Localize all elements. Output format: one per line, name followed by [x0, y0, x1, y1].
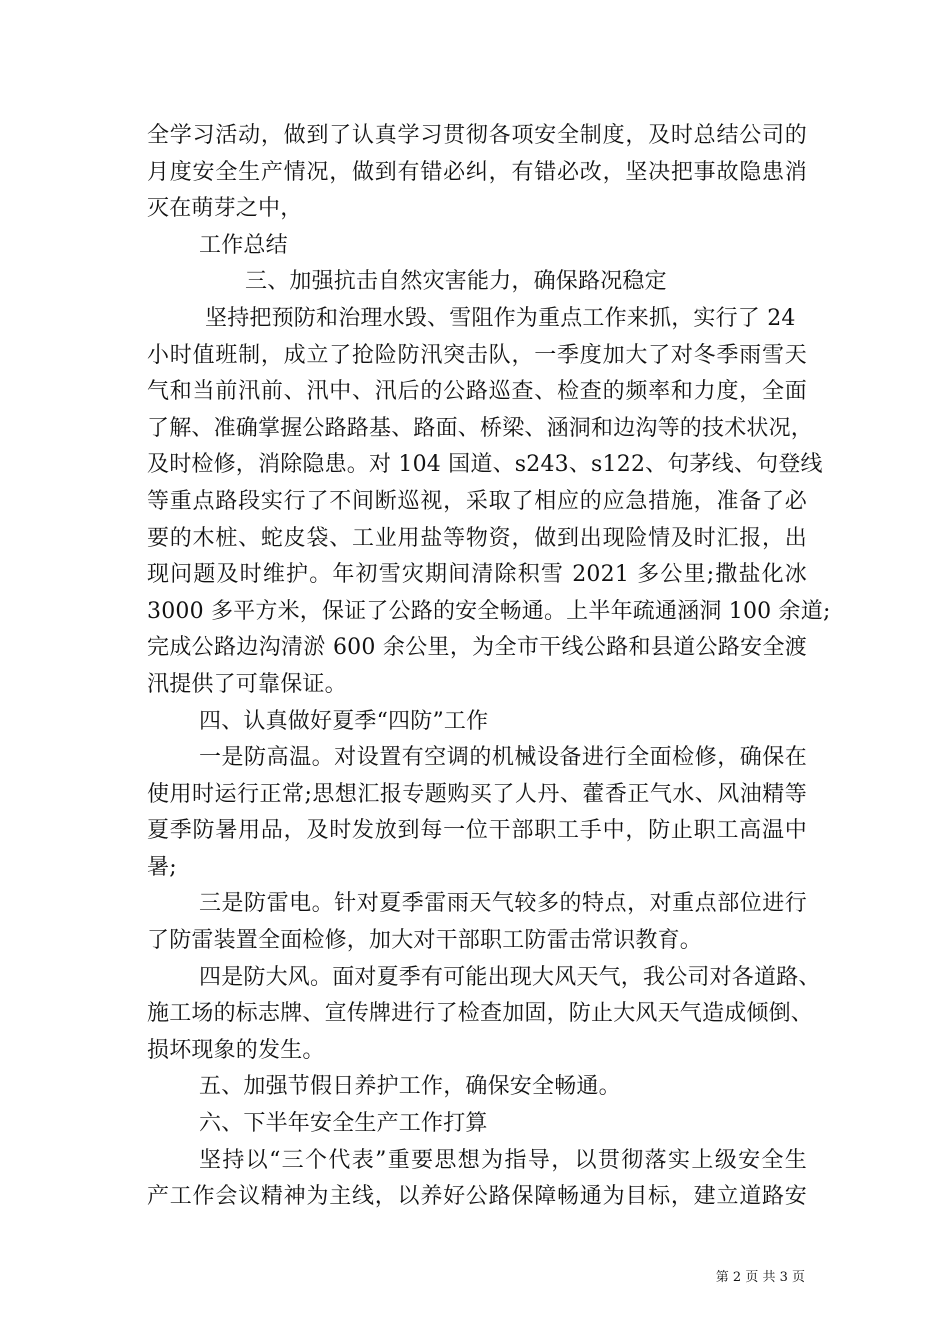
section-heading: 三、加强抗击自然灾害能力，确保路况稳定 — [245, 269, 667, 295]
section-heading: 六、下半年安全生产工作打算 — [199, 1111, 488, 1137]
body-line: 现问题及时维护。年初雪灾期间清除积雪 2021 多公里;撒盐化冰 — [147, 562, 807, 588]
body-line: 及时检修，消除隐患。对 104 国道、s243、s122、句茅线、句登线 — [147, 452, 823, 478]
body-line: 使用时运行正常;思想汇报专题购买了人丹、藿香正气水、风油精等 — [147, 781, 807, 807]
body-line: 完成公路边沟清淤 600 余公里，为全市干线公路和县道公路安全渡 — [147, 635, 807, 661]
document-body — [147, 118, 831, 1216]
page-number: 第 2 页 共 3 页 — [715, 1270, 805, 1285]
body-line: 了防雷装置全面检修，加大对干部职工防雷击常识教育。 — [147, 928, 703, 954]
section-heading: 五、加强节假日养护工作，确保安全畅通。 — [199, 1074, 621, 1100]
body-line: 灭在萌芽之中， — [147, 196, 303, 222]
body-line: 产工作会议精神为主线，以养好公路保障畅通为目标，建立道路安 — [147, 1184, 807, 1210]
body-line: 全学习活动，做到了认真学习贯彻各项安全制度，及时总结公司的 — [147, 123, 807, 148]
body-line: 3000 多平方米，保证了公路的安全畅通。上半年疏通涵洞 100 余道; — [147, 598, 831, 624]
body-line: 损坏现象的发生。 — [147, 1037, 325, 1063]
body-line: 月度安全生产情况，做到有错必纠，有错必改，坚决把事故隐患消 — [147, 159, 807, 185]
body-line: 坚持以“三个代表”重要思想为指导，以贯彻落实上级安全生 — [199, 1147, 807, 1173]
body-line: 四是防大风。面对夏季有可能出现大风天气，我公司对各道路、 — [199, 964, 821, 990]
body-line: 小时值班制，成立了抢险防汛突击队，一季度加大了对冬季雨雪天 — [147, 342, 807, 368]
body-line: 一是防高温。对设置有空调的机械设备进行全面检修，确保在 — [199, 745, 807, 771]
body-line: 气和当前汛前、汛中、汛后的公路巡查、检查的频率和力度，全面 — [147, 379, 807, 405]
section-heading: 四、认真做好夏季“四防”工作 — [199, 708, 489, 734]
body-line: 施工场的标志牌、宣传牌进行了检查加固，防止大风天气造成倾倒、 — [147, 1001, 814, 1027]
body-line: 汛提供了可靠保证。 — [147, 671, 347, 697]
body-line: 三是防雷电。针对夏季雷雨天气较多的特点，对重点部位进行 — [199, 891, 807, 917]
body-line: 等重点路段实行了不间断巡视，采取了相应的应急措施，准备了必 — [147, 488, 807, 514]
body-line: 要的木桩、蛇皮袋、工业用盐等物资，做到出现险情及时汇报，出 — [147, 525, 807, 551]
body-line: 夏季防暑用品，及时发放到每一位干部职工手中，防止职工高温中 — [147, 818, 807, 844]
body-line: 了解、准确掌握公路路基、路面、桥梁、涵洞和边沟等的技术状况， — [147, 415, 814, 441]
body-line: 坚持把预防和治理水毁、雪阻作为重点工作来抓，实行了 24 — [205, 305, 796, 331]
body-line: 暑; — [147, 854, 177, 880]
section-label: 工作总结 — [199, 232, 288, 258]
